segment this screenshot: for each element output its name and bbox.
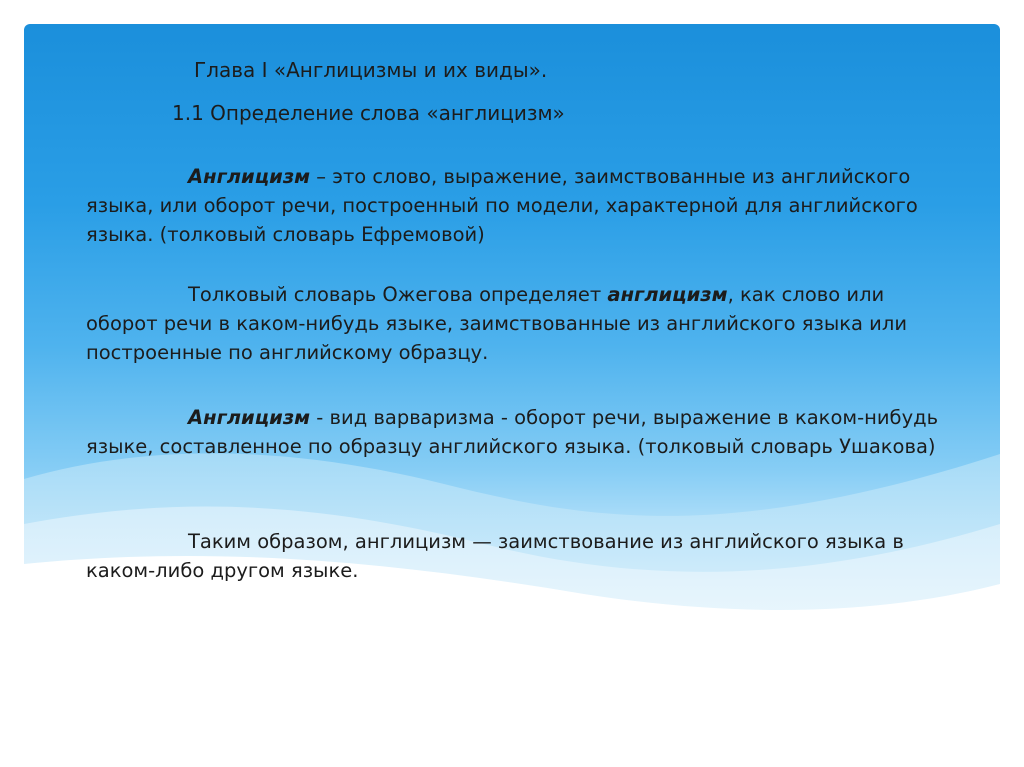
wave-background: [24, 24, 1000, 743]
definition-text: – это слово, выражение, заимствованные из английского языка, или оборот речи, построенный по модели, характерной для английского языка. (толковый словарь Ефремовой): [86, 165, 918, 246]
slide-subtitle: 1.1 Определение слова «англицизм»: [172, 101, 565, 125]
definition-text: , как слово или оборот речи в каком-нибудь языке, заимствованные из английского языка или построенные по английскому образцу.: [86, 283, 907, 364]
definition-paragraph-1: [86, 162, 946, 249]
term-anglicism: англицизм: [607, 283, 728, 306]
term-anglicism: Англицизм: [188, 406, 311, 429]
definition-paragraph-2: [86, 280, 946, 367]
term-anglicism: Англицизм: [188, 165, 311, 188]
definition-intro: Толковый словарь Ожегова определяет: [188, 283, 608, 306]
slide: [24, 24, 1000, 743]
definition-paragraph-3: [86, 403, 946, 461]
conclusion-paragraph: [86, 527, 946, 585]
conclusion-text: Таким образом, англицизм — заимствование из английского языка в каком-либо другом языке.: [86, 530, 904, 582]
definition-text: - вид варваризма - оборот речи, выражение в каком-нибудь языке, составленное по образцу английского языка. (толковый словарь Ушакова): [86, 406, 939, 458]
slide-title: Глава I «Англицизмы и их виды».: [194, 58, 548, 82]
